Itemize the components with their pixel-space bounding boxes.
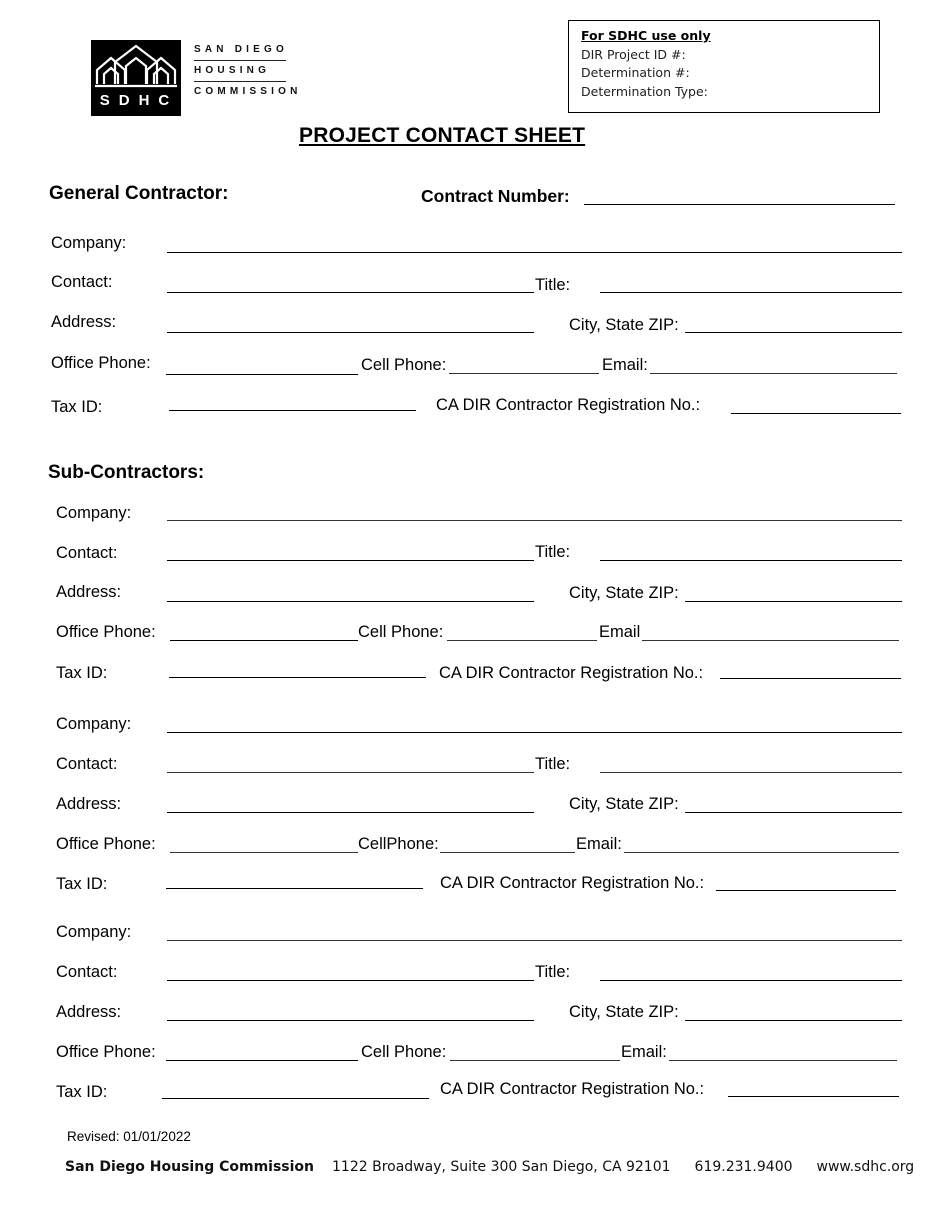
gc-office-phone-label: Office Phone: [51,354,151,372]
dir-project-id-label: DIR Project ID #: [581,46,686,62]
gc-company-field[interactable] [167,252,902,253]
logo-word-2: HOUSING [194,65,271,76]
sub3-email-field[interactable] [669,1060,897,1061]
sub1-city-field[interactable] [685,601,902,602]
sub2-tax-id-label: Tax ID: [56,875,108,893]
footer-address: 1122 Broadway, Suite 300 San Diego, CA 92101 [332,1159,671,1175]
gc-city-label: City, State ZIP: [569,316,679,334]
sub2-tax-id-field[interactable] [166,888,423,889]
gc-tax-id-label: Tax ID: [51,398,103,416]
sub1-email-field[interactable] [642,640,899,641]
revised-date: Revised: 01/01/2022 [67,1129,191,1144]
sub3-title-label: Title: [535,963,571,981]
sub3-tax-id-field[interactable] [162,1098,429,1099]
gc-registration-label: CA DIR Contractor Registration No.: [436,396,701,414]
gc-cell-phone-label: Cell Phone: [361,356,447,374]
gc-title-field[interactable] [600,292,902,293]
sub3-company-label: Company: [56,923,132,941]
gc-company-label: Company: [51,234,127,252]
sub3-email-label: Email: [621,1043,667,1061]
sub3-tax-id-label: Tax ID: [56,1083,108,1101]
sub2-registration-field[interactable] [716,890,896,891]
sub3-office-phone-field[interactable] [166,1060,358,1061]
sub1-tax-id-label: Tax ID: [56,664,108,682]
determination-type-label: Determination Type: [581,83,708,99]
houses-icon [91,40,181,92]
sub2-title-field[interactable] [600,772,902,773]
sub2-contact-field[interactable] [167,772,534,773]
footer [65,1159,938,1175]
sub1-office-phone-field[interactable] [170,640,358,641]
sub1-email-label: Email [599,623,641,641]
gc-cell-phone-field[interactable] [449,373,599,374]
sub1-office-phone-label: Office Phone: [56,623,156,641]
footer-website: www.sdhc.org [816,1159,915,1175]
sub2-city-field[interactable] [685,812,902,813]
sub1-contact-label: Contact: [56,544,118,562]
sub1-company-field[interactable] [167,520,902,521]
logo-letters: SDHC [99,92,179,109]
logo-word-1: SAN DIEGO [194,44,288,55]
sub3-city-label: City, State ZIP: [569,1003,679,1021]
sub3-address-label: Address: [56,1003,122,1021]
sub1-tax-id-field[interactable] [169,677,426,678]
sub3-registration-label: CA DIR Contractor Registration No.: [440,1080,705,1098]
page-title: PROJECT CONTACT SHEET [299,124,586,147]
gc-office-phone-field[interactable] [166,374,358,375]
gc-email-field[interactable] [650,373,897,374]
gc-city-field[interactable] [685,332,902,333]
sub2-city-label: City, State ZIP: [569,795,679,813]
sub2-company-label: Company: [56,715,132,733]
contract-number-field[interactable] [584,204,895,205]
footer-phone: 619.231.9400 [694,1159,793,1175]
sub1-registration-field[interactable] [720,678,901,679]
sub1-title-field[interactable] [600,560,902,561]
gc-contact-label: Contact: [51,273,113,291]
footer-org: San Diego Housing Commission [65,1159,315,1175]
sub2-contact-label: Contact: [56,755,118,773]
contract-number-label: Contract Number: [421,186,570,206]
gc-tax-id-field[interactable] [169,410,416,411]
sub2-office-phone-field[interactable] [170,852,358,853]
sub3-cell-phone-field[interactable] [450,1060,620,1061]
logo-word-3: COMMISSION [194,86,302,97]
determination-number-label: Determination #: [581,65,690,80]
sub3-company-field[interactable] [167,940,902,941]
sub1-cell-phone-label: Cell Phone: [358,623,444,641]
sub3-address-field[interactable] [167,1020,534,1021]
sub3-contact-label: Contact: [56,963,118,981]
sub2-address-field[interactable] [167,812,534,813]
general-contractor-heading: General Contractor: [49,183,229,204]
sub2-email-label: Email: [576,835,622,853]
sub-contractors-heading: Sub-Contractors: [48,462,205,483]
sub2-registration-label: CA DIR Contractor Registration No.: [440,874,705,892]
sub3-cell-phone-label: Cell Phone: [361,1043,447,1061]
sub2-company-field[interactable] [167,732,902,733]
sub2-email-field[interactable] [624,852,899,853]
sub3-title-field[interactable] [600,980,902,981]
gc-address-field[interactable] [167,332,534,333]
logo-wordmark [194,43,302,99]
sub1-cell-phone-field[interactable] [447,640,597,641]
sub1-address-field[interactable] [167,601,534,602]
gc-title-label: Title: [535,276,571,294]
gc-address-label: Address: [51,313,117,331]
gc-contact-field[interactable] [167,292,534,293]
sub1-contact-field[interactable] [167,560,534,561]
sub2-address-label: Address: [56,795,122,813]
sub1-address-label: Address: [56,583,122,601]
gc-registration-field[interactable] [731,413,901,414]
sub2-title-label: Title: [535,755,571,773]
sub3-registration-field[interactable] [728,1096,899,1097]
sub3-city-field[interactable] [685,1020,902,1021]
sub2-cell-phone-label: CellPhone: [358,835,439,853]
gc-email-label: Email: [602,356,648,374]
sub2-office-phone-label: Office Phone: [56,835,156,853]
sub1-registration-label: CA DIR Contractor Registration No.: [439,664,704,682]
sub3-office-phone-label: Office Phone: [56,1043,156,1061]
sub1-company-label: Company: [56,504,132,522]
sub1-city-label: City, State ZIP: [569,584,679,602]
sdhc-logo [91,40,181,116]
sub1-title-label: Title: [535,543,571,561]
sub3-contact-field[interactable] [167,980,534,981]
sdhc-use-heading: For SDHC use only [581,28,711,43]
sub2-cell-phone-field[interactable] [440,852,575,853]
sdhc-use-box [568,20,880,113]
